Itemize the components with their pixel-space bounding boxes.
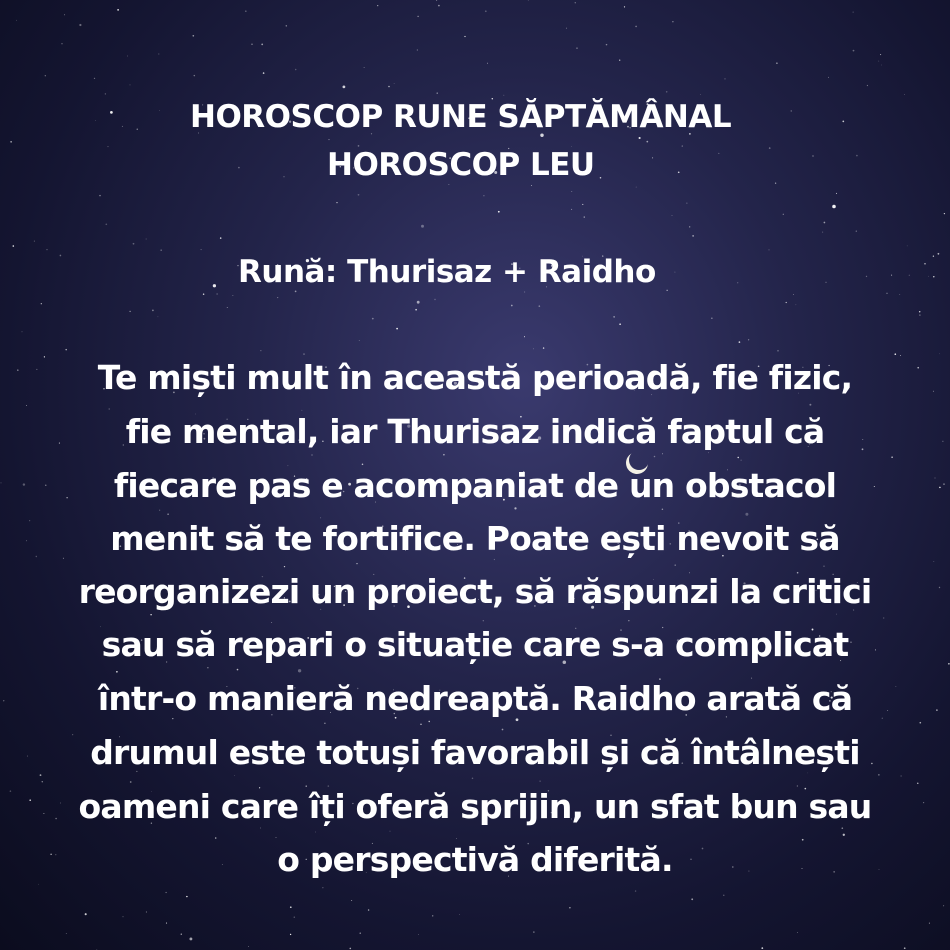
body-line: reorganizezi un proiect, să răspunzi la critici <box>78 572 872 611</box>
body-line: sau să repari o situație care s-a complicat <box>101 625 849 664</box>
body-line: într-o manieră nedreaptă. Raidho arată că <box>97 679 853 718</box>
body-line: oameni care îți oferă sprijin, un sfat bun sau <box>78 787 872 826</box>
body-line: o perspectivă diferită. <box>277 840 673 879</box>
body-line: fie mental, iar Thurisaz indică faptul că <box>125 412 825 451</box>
body-line: drumul este totuși favorabil și că întâlnești <box>90 733 860 772</box>
title-line-1: HOROSCOP RUNE SĂPTĂMÂNAL <box>190 99 732 135</box>
body-line: fiecare pas e acompaniat de un obstacol <box>113 466 837 505</box>
body-line: Te miști mult în această perioadă, fie fizic, <box>97 358 853 397</box>
title-line-2: HOROSCOP LEU <box>327 147 595 183</box>
body-line: menit să te fortifice. Poate ești nevoit să <box>110 519 840 558</box>
rune-line: Rună: Thurisaz + Raidho <box>238 254 656 290</box>
